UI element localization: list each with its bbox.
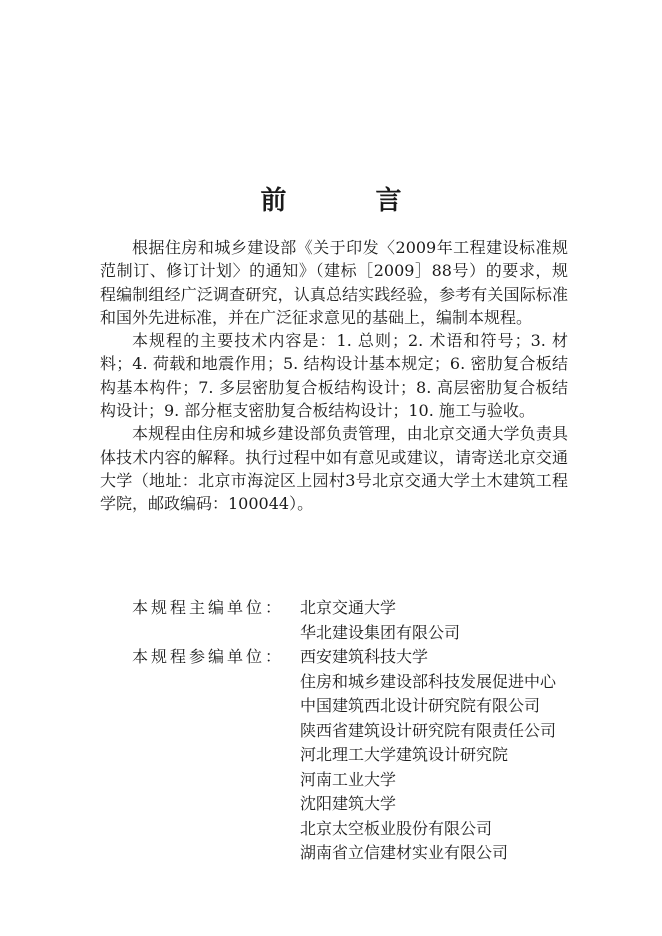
participating-units-list [300, 645, 556, 866]
chief-units [100, 596, 580, 645]
chief-units-list [300, 596, 460, 645]
unit-name: 西安建筑科技大学 [300, 647, 429, 666]
unit-name: 北京太空板业股份有限公司 [300, 818, 493, 838]
preface-body [100, 236, 568, 516]
unit-name: 北京交通大学 [300, 598, 397, 617]
participating-units [100, 645, 580, 866]
unit-name: 沈阳建筑大学 [300, 794, 397, 813]
paragraph-contents: 本规程的主要技术内容是：1. 总则；2. 术语和符号；3. 材料；4. 荷载和地震作用；5. 结构设计基本规定；6. 密肋复合板结构基本构件；7. 多层密肋复合板结构设计；8. 高层密肋复合板结构设计；9. 部分框支密肋复合板结构设计；10. 施工与验收。 [100, 331, 568, 421]
unit-name: 华北建设集团有限公司 [300, 622, 461, 642]
chief-units-label: 本规程主编单位： [132, 598, 285, 617]
page-title: 前 言 [260, 186, 442, 216]
units-block [100, 596, 580, 866]
unit-name: 河南工业大学 [300, 769, 397, 789]
participating-units-label: 本规程参编单位： [132, 647, 285, 666]
unit-name: 河北理工大学建筑设计研究院 [300, 745, 509, 764]
paragraph-background: 根据住房和城乡建设部《关于印发〈2009年工程建设标准规范制订、修订计划〉的通知》（建标［2009］88号）的要求，规程编制组经广泛调查研究，认真总结实践经验，参考有关国际标准和国外先进标准，并在广泛征求意见的基础上，编制本规程。 [100, 238, 568, 327]
unit-name: 中国建筑西北设计研究院有限公司 [300, 696, 541, 715]
unit-name: 湖南省立信建材实业有限公司 [300, 843, 509, 862]
unit-name: 陕西省建筑设计研究院有限责任公司 [300, 720, 557, 740]
unit-name: 住房和城乡建设部科技发展促进中心 [300, 671, 557, 691]
paragraph-management: 本规程由住房和城乡建设部负责管理，由北京交通大学负责具体技术内容的解释。执行过程中如有意见或建议，请寄送北京交通大学（地址：北京市海淀区上园村3号北京交通大学土木建筑工程学院，邮政编码：100044）。 [100, 424, 568, 514]
